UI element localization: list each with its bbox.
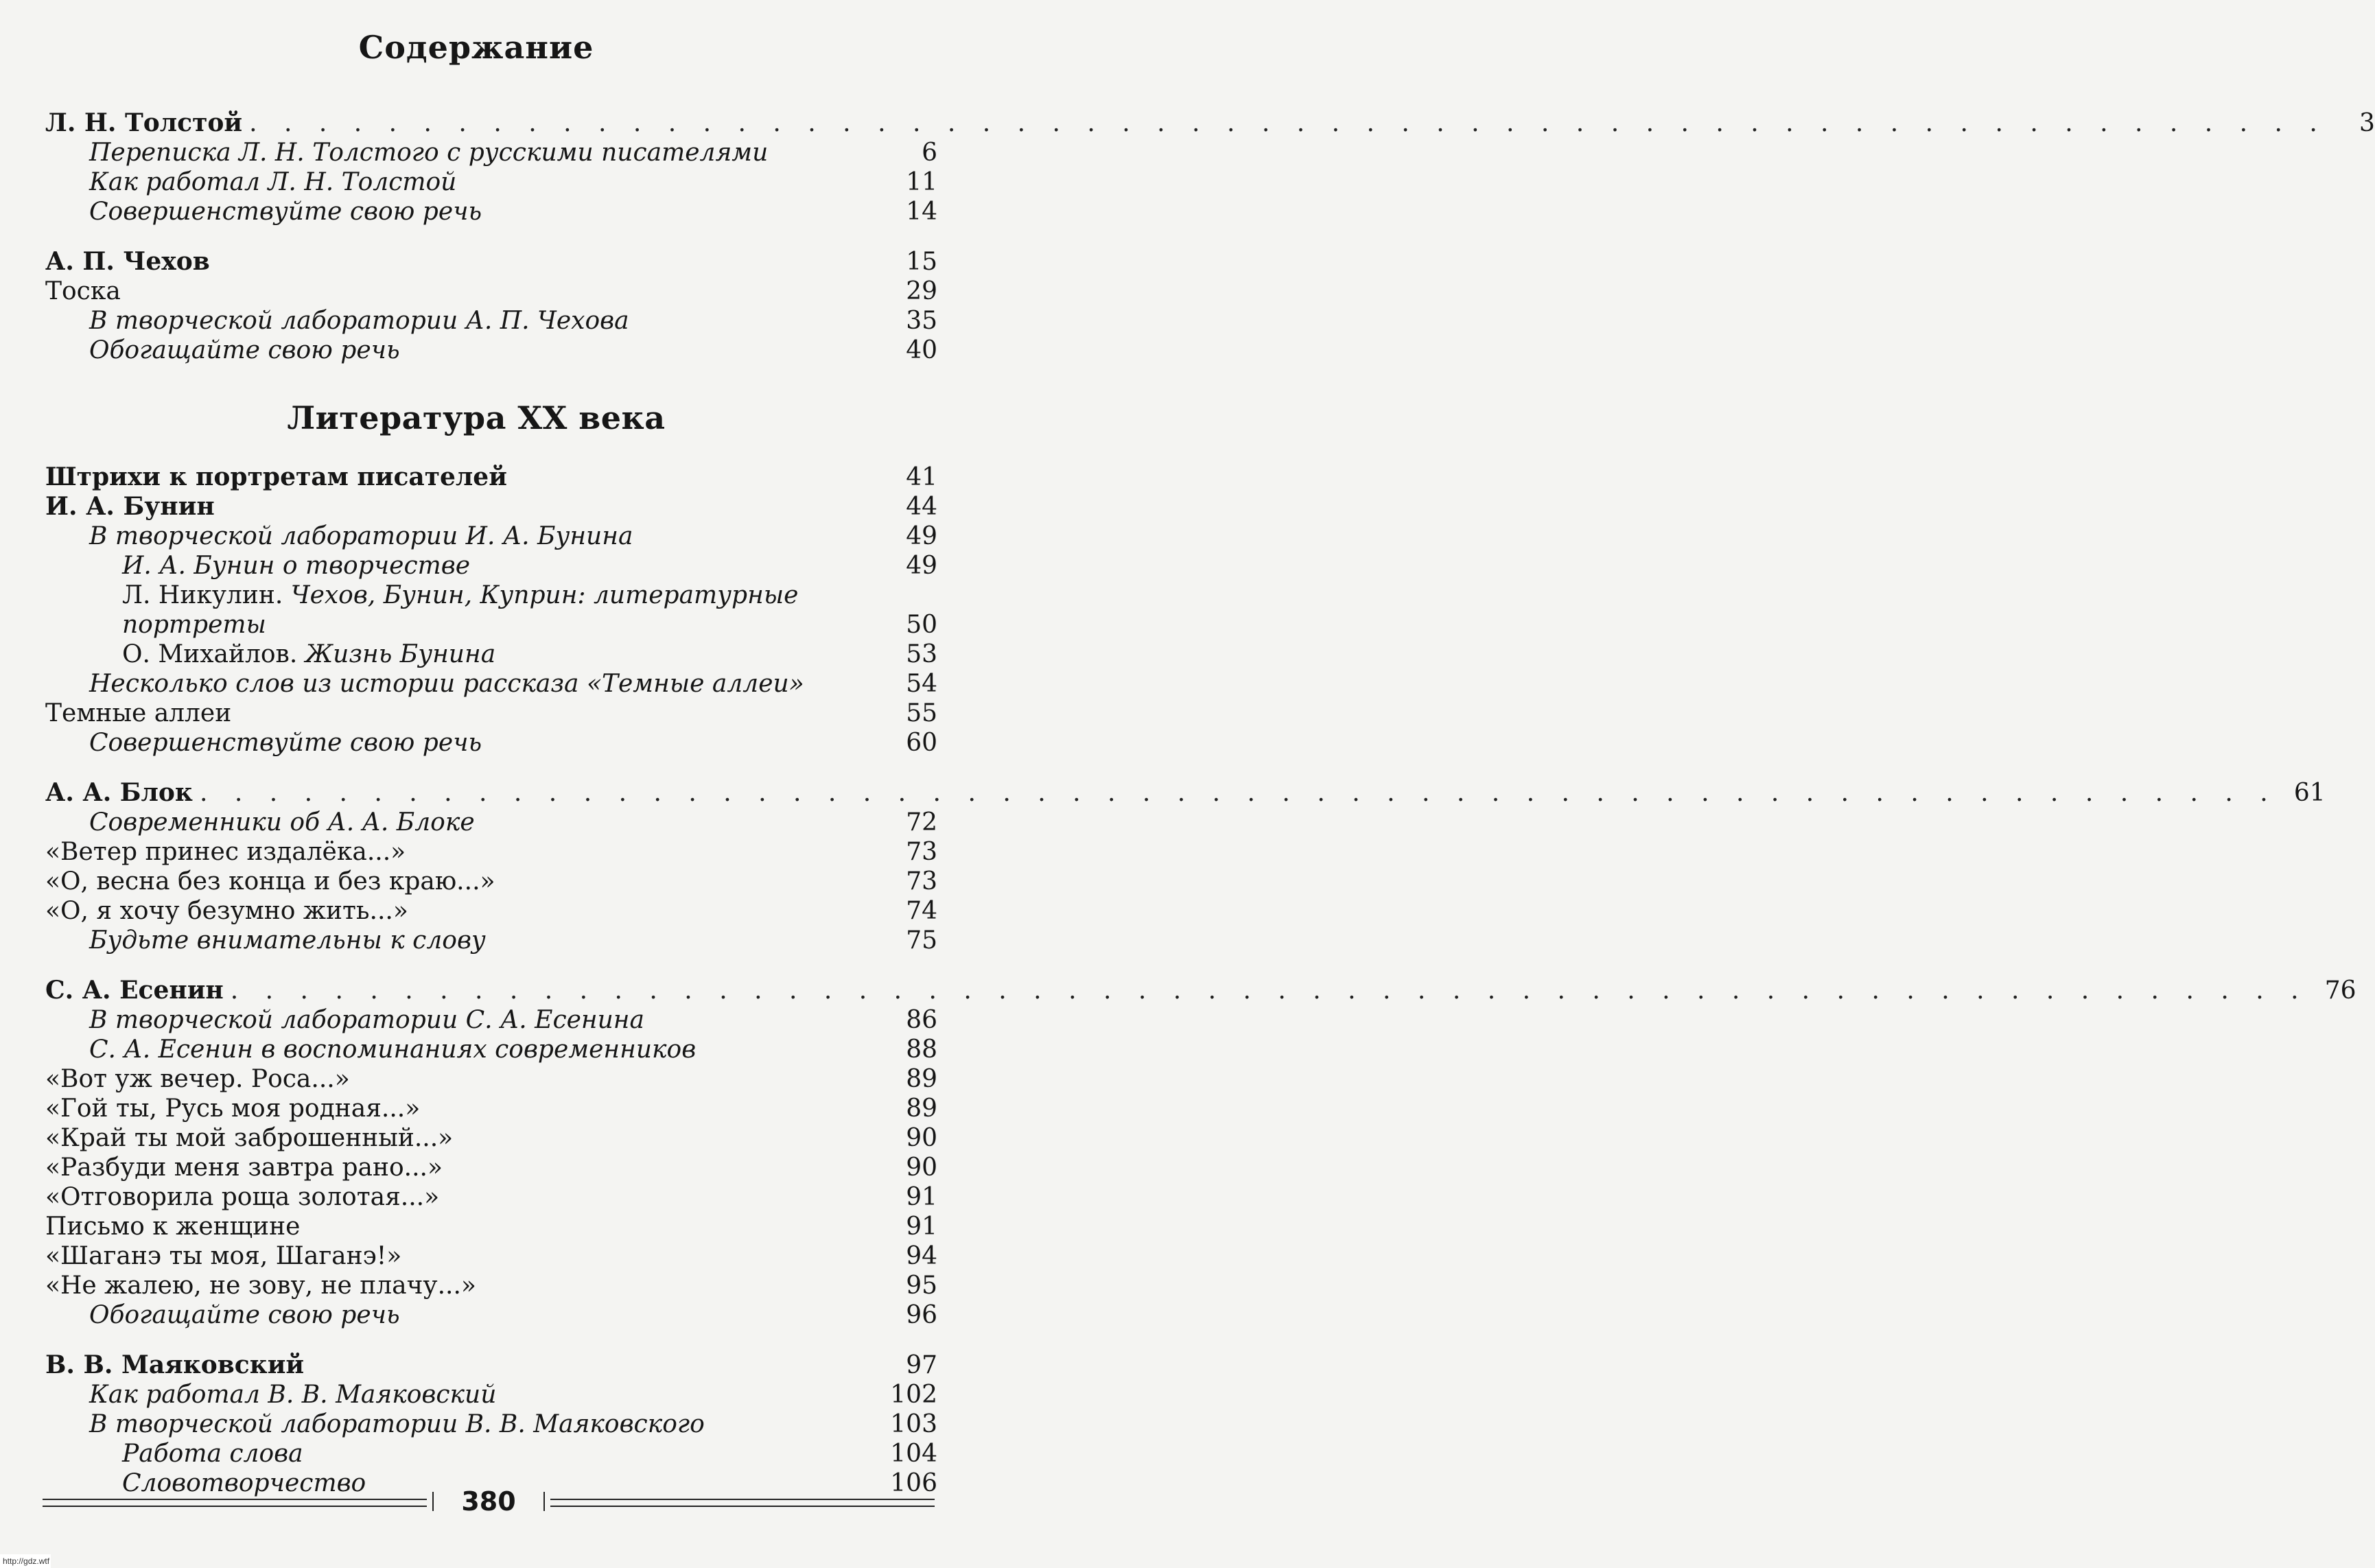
toc-entry-label: В творческой лаборатории В. В. Маяковского — [89, 1410, 705, 1438]
toc-entry — [45, 1409, 937, 1439]
toc-entry-label: «Вот уж вечер. Роса...» — [45, 1065, 350, 1093]
group-gap — [45, 758, 937, 778]
toc-entry-page: 60 — [906, 729, 937, 757]
toc-entry-page: 40 — [906, 336, 937, 364]
leader-dots: . . . . . . . . . . . . . . . . . . . . . . . . . . . . . . . . . . . . . . . . . . . . . . . . . . . . . . . . . . . . — [230, 976, 2308, 1005]
toc-entry-label: Будьте внимательны к слову — [89, 926, 486, 955]
toc-entry — [45, 1380, 937, 1409]
toc-entry-title: Жизнь Бунина — [305, 640, 496, 668]
toc-entry-page: 49 — [906, 552, 937, 580]
toc-entry-page: 88 — [906, 1035, 937, 1064]
toc-entry — [45, 896, 937, 926]
toc-entry-label: «Край ты мой заброшенный...» — [45, 1124, 454, 1152]
group-gap — [45, 1330, 937, 1350]
toc-entry-label: Совершенствуйте свою речь — [89, 729, 482, 757]
toc-entry-page: 49 — [906, 522, 937, 550]
toc-entry-page: 89 — [906, 1095, 937, 1123]
toc-entry-label: «Разбуди меня завтра рано...» — [45, 1154, 443, 1182]
toc-entry — [45, 1241, 937, 1271]
toc-entry — [45, 669, 937, 699]
toc-entry-page: 53 — [906, 640, 937, 668]
toc-entry-page: 3 — [2359, 109, 2375, 137]
watermark-url: http://gdz.wtf — [0, 1554, 51, 1568]
toc-entry — [45, 1035, 937, 1064]
toc-entry-page: 97 — [906, 1351, 937, 1379]
toc-entry — [45, 1153, 937, 1182]
toc-author-entry — [45, 492, 937, 522]
toc-entry-label: С. А. Есенин — [45, 976, 224, 1005]
toc-author-entry — [45, 108, 2375, 138]
toc-entry-label: Обогащайте свою речь — [89, 336, 400, 364]
toc-entry — [45, 1271, 937, 1300]
toc-entry — [45, 167, 937, 197]
toc-entry-page: 96 — [906, 1301, 937, 1329]
toc-entry — [45, 728, 937, 758]
toc-entry-label: Словотворчество — [122, 1469, 366, 1497]
toc-entry-author-prefix: Л. Никулин. — [122, 581, 291, 609]
toc-entry-page: 104 — [890, 1440, 937, 1468]
toc-entry — [45, 699, 937, 728]
toc-entry — [45, 138, 937, 167]
toc-entry — [45, 610, 937, 640]
toc-entry-label: А. А. Блок — [45, 778, 193, 807]
toc-entry-label: «Шаганэ ты моя, Шаганэ!» — [45, 1242, 402, 1270]
toc-entry-label: Переписка Л. Н. Толстого с русскими писателями — [89, 139, 769, 167]
toc-entry — [45, 551, 937, 581]
group-gap — [45, 226, 937, 247]
toc-entry-page: 103 — [890, 1410, 937, 1438]
toc-entry-page: 89 — [906, 1065, 937, 1093]
leader-dots: . . . . . . . . . . . . . . . . . . . . . . . . . . . . . . . . . . . . . . . . . . . . . . . . . . . . . . . . . . . . — [199, 779, 2278, 807]
toc-author-entry — [45, 247, 937, 277]
toc-entry-page: 55 — [906, 699, 937, 727]
toc-entry-label: Темные аллеи — [45, 699, 232, 727]
toc-entry-page: 91 — [906, 1213, 937, 1241]
toc-entry-label: Работа слова — [122, 1440, 303, 1468]
toc-entry-label: Обогащайте свою речь — [89, 1301, 400, 1329]
toc-entry-page: 95 — [906, 1272, 937, 1300]
toc-entry — [45, 277, 937, 306]
toc-entry-page: 106 — [890, 1469, 937, 1497]
toc-entry-page: 73 — [906, 867, 937, 896]
toc-entry — [45, 336, 937, 365]
toc-entry-page: 61 — [2293, 779, 2326, 807]
toc-entry-label: И. А. Бунин о творчестве — [122, 552, 471, 580]
toc-author-entry — [45, 778, 2326, 808]
toc-entry-page: 41 — [906, 463, 937, 491]
toc-entry-page: 15 — [906, 248, 937, 276]
toc-entry-label: С. А. Есенин в воспоминаниях современников — [89, 1035, 697, 1064]
toc-entry — [45, 1439, 937, 1468]
toc-entry-page: 6 — [922, 139, 937, 167]
toc-entry-label: «Не жалею, не зову, не плачу...» — [45, 1272, 476, 1300]
toc-entry-page: 11 — [906, 168, 937, 196]
contents-title: Содержание — [358, 29, 594, 66]
footer-rule-right — [550, 1499, 935, 1507]
toc-entry-author-prefix: О. Михайлов. — [122, 640, 305, 668]
toc-entry-label: «Отговорила роща золотая...» — [45, 1183, 440, 1211]
toc-entry-label: Л. Н. Толстой — [45, 108, 243, 137]
page-footer — [43, 1486, 935, 1517]
toc-entry-label: В творческой лаборатории И. А. Бунина — [89, 522, 633, 550]
footer-tick-right — [543, 1492, 545, 1511]
toc-entry-label: Как работал В. В. Маяковский — [89, 1381, 497, 1409]
toc-entry — [45, 1094, 937, 1123]
toc-entry — [45, 1005, 937, 1035]
toc-entry — [45, 197, 937, 226]
toc-entry — [45, 1300, 937, 1330]
toc-entry-page: 29 — [906, 277, 937, 305]
toc-entry-page: 90 — [906, 1124, 937, 1152]
toc-author-entry — [45, 1350, 937, 1380]
toc-entry — [45, 808, 937, 837]
toc-entry-title: Чехов, Бунин, Куприн: литературные — [290, 581, 799, 609]
toc-entry-page: 72 — [906, 808, 937, 836]
toc-entry-page: 44 — [906, 493, 937, 521]
toc-entry-label: «О, я хочу безумно жить...» — [45, 897, 408, 925]
toc-entry-label: Совершенствуйте свою речь — [89, 198, 482, 226]
toc-entry-page: 74 — [906, 897, 937, 925]
toc-entry-page: 94 — [906, 1242, 937, 1270]
page-number: 380 — [461, 1486, 516, 1517]
toc-entry-label: Несколько слов из истории рассказа «Темные аллеи» — [89, 670, 804, 698]
toc-part-1 — [45, 108, 2375, 365]
toc-entry-label: В творческой лаборатории С. А. Есенина — [89, 1006, 644, 1034]
toc-entry — [45, 1123, 937, 1153]
toc-entry-page: 35 — [906, 307, 937, 335]
toc-entry-label — [122, 640, 495, 669]
toc-entry-label: «Гой ты, Русь моя родная...» — [45, 1095, 421, 1123]
toc-entry-label: портреты — [122, 611, 266, 639]
toc-entry — [45, 1064, 937, 1094]
toc-entry-page: 50 — [906, 611, 937, 639]
toc-entry-label: В. В. Маяковский — [45, 1350, 305, 1379]
toc-entry — [45, 522, 937, 551]
toc-entry — [45, 306, 937, 336]
group-gap — [45, 955, 937, 976]
toc-entry-page: 54 — [906, 670, 937, 698]
toc-entry — [45, 1212, 937, 1241]
toc-entry-label: Тоска — [45, 277, 121, 305]
section-title-20th-century: Литература XX века — [287, 399, 666, 436]
toc-entry-label: «О, весна без конца и без краю...» — [45, 867, 495, 896]
toc-author-entry — [45, 463, 937, 492]
toc-entry-page: 86 — [906, 1006, 937, 1034]
toc-entry-page: 102 — [890, 1381, 937, 1409]
toc-entry-label: Современники об А. А. Блоке — [89, 808, 475, 836]
toc-entry-label: «Ветер принес издалёка...» — [45, 838, 406, 866]
toc-entry-label: Как работал Л. Н. Толстой — [89, 168, 457, 196]
toc-entry-label: Штрихи к портретам писателей — [45, 463, 507, 491]
toc-entry-label: И. А. Бунин — [45, 492, 215, 521]
toc-entry — [45, 837, 937, 867]
toc-entry — [45, 581, 937, 610]
toc-entry — [45, 867, 937, 896]
toc-entry — [45, 640, 937, 669]
toc-entry-page: 75 — [906, 926, 937, 955]
toc-entry-page: 73 — [906, 838, 937, 866]
toc-entry — [45, 926, 937, 955]
toc-author-entry — [45, 976, 2356, 1005]
toc-entry-page: 90 — [906, 1154, 937, 1182]
toc-entry-label: В творческой лаборатории А. П. Чехова — [89, 307, 629, 335]
leader-dots: . . . . . . . . . . . . . . . . . . . . . . . . . . . . . . . . . . . . . . . . . . . . . . . . . . . . . . . . . . . . — [249, 109, 2327, 137]
toc-part-2 — [45, 463, 2356, 1498]
toc-entry-label — [122, 581, 798, 610]
toc-entry-label: А. П. Чехов — [45, 247, 210, 276]
toc-entry — [45, 1182, 937, 1212]
toc-entry-label: Письмо к женщине — [45, 1213, 301, 1241]
toc-entry-page: 14 — [906, 198, 937, 226]
toc-entry-page: 76 — [2324, 976, 2356, 1005]
toc-entry-page: 91 — [906, 1183, 937, 1211]
